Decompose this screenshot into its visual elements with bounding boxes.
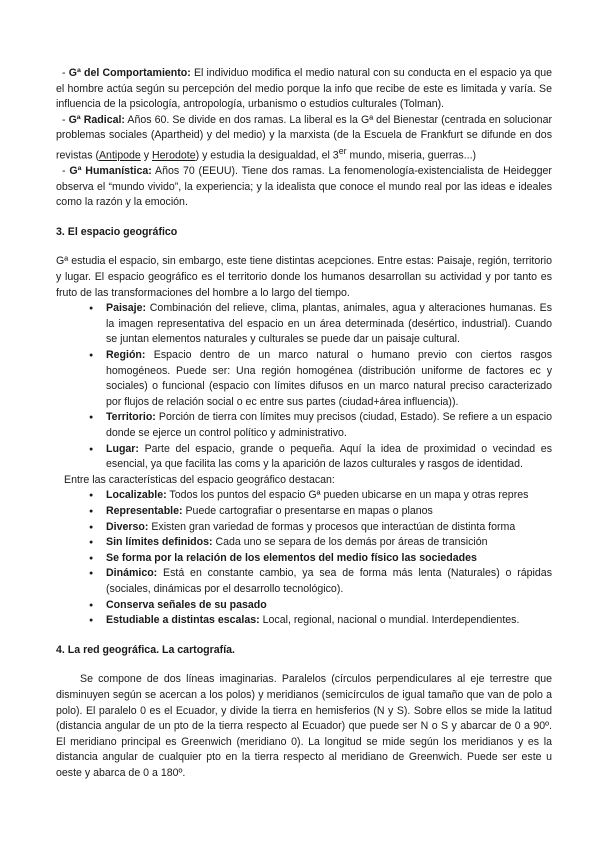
section-3-heading: 3. El espacio geográfico (56, 225, 178, 238)
section-3-intro: Gª estudia el espacio, sin embargo, este tiene distintas acepciones. Entre estas: Paisaje, región, territorio y lugar. El espacio geográfico es el territorio donde los humanos desarrollan su actividad y por tanto es fruto de las transformaciones del hombre a lo largo del tiempo. (56, 255, 552, 299)
link-antipode[interactable]: Antipode (98, 149, 141, 162)
definitions-list (56, 301, 552, 473)
definition-paisaje: ● Paisaje: Combinación del relieve, clima, plantas, animales, agua y alteraciones humanas. Es la imagen representativa del espacio en un área determinada (desértico, industrial). Cuando se juntan elementos naturales y culturales se puede dar un paisaje cultural. (106, 301, 552, 348)
characteristics-intro: Entre las características del espacio geográfico destacan: (64, 473, 335, 486)
char-escalas: ● Estudiable a distintas escalas: Local, regional, nacional o mundial. Interdependientes. (106, 613, 552, 629)
school-humanistic: - Gª Humanística: Años 70 (EEUU). Tiene dos ramas. La fenomenología-existencialista de Heidegger observa el “mundo vivido”, la experiencia; y la idealista que conoce el mundo real por las ideas e ideales como la razón y la emoción. (56, 165, 552, 209)
school-radical: - Gª Radical: Años 60. Se divide en dos ramas. La liberal es la Gª del Bienestar (centrada en solucionar problemas sociales (Apartheid) y del medio) y la marxista (de la Escuela de Frankfurt se difunde en dos revistas (Antipode y Herodote) y estudia la desigualdad, el 3er mundo, miseria, guerras...) (56, 113, 552, 162)
school-radical-title: Gª Radical: (68, 113, 125, 126)
char-representable: ● Representable: Puede cartografiar o presentarse en mapas o planos (106, 504, 552, 520)
definition-territorio: ● Territorio: Porción de tierra con límites muy precisos (ciudad, Estado). Se refiere a un espacio donde se ejerce un control político y administrativo. (106, 410, 552, 441)
char-dinamico: ● Dinámico: Está en constante cambio, ya sea de forma más lenta (Naturales) o rápidas (sociales, dinámicas por el desarrollo tecnológico). (106, 566, 552, 597)
school-humanistic-title: Gª Humanística: (69, 165, 152, 178)
section-4-text: Se compone de dos líneas imaginarias. Paralelos (círculos perpendiculares al eje terrestre que disminuyen según se acercan a los polos) y meridianos (semicírculos de igual tamaño que van de polo a polo). El paralelo 0 es el Ecuador, y divide la tierra en hemisferios (N y S). Sobre ellos se mide la latitud (distancia angular de un pto de la tierra respecto al Ecuador) que puede ser N o S y abarcar de 0 a 90º. El meridiano principal es Greenwich (meridiano 0). La longitud se mide según los meridianos y es la distancia angular de cualquier pto en la tierra respecto al meridiano de Greenwich. Puede ser este u oeste y abarca de 0 a 180º. (56, 673, 552, 779)
char-diverso: ● Diverso: Existen gran variedad de formas y procesos que interactúan de distinta forma (106, 520, 552, 536)
document-page (56, 66, 552, 781)
link-herodote[interactable]: Herodote (152, 149, 196, 162)
char-conserva: ● Conserva señales de su pasado (106, 598, 552, 614)
char-localizable: ● Localizable: Todos los puntos del espacio Gª pueden ubicarse en un mapa y otras repres (106, 488, 552, 504)
definition-region: ● Región: Espacio dentro de un marco natural o humano previo con ciertos rasgos homogéneos. Puede ser: Una región homogénea (distribución uniforme de factores ec y sociales) o funcional (espacio con límites difusos en un marco natural preciso caracterizado por flujos de relación social o ec entre sus partes (ciudad+área influencia)). (106, 348, 552, 410)
char-sin-limites: ● Sin límites definidos: Cada uno se separa de los demás por áreas de transición (106, 535, 552, 551)
school-behavioral: - Gª del Comportamiento: El individuo modifica el medio natural con su conducta en el espacio ya que el hombre actúa según su percepción del medio porque la info que recibe de este es limitada y varía. Se influencia de la psicología, antropología, urbanismo o estudios culturales (Tolman). (56, 67, 552, 111)
section-4-heading: 4. La red geográfica. La cartografía. (56, 643, 235, 656)
school-behavioral-title: Gª del Comportamiento: (68, 67, 191, 79)
char-relacion: ● Se forma por la relación de los elementos del medio físico las sociedades (106, 551, 552, 567)
characteristics-list (56, 488, 552, 628)
definition-lugar: ● Lugar: Parte del espacio, grande o pequeña. Aquí la idea de proximidad o vecindad es esencial, ya que facilita las coms y la aparición de lazos culturales y rasgos de identidad. (106, 442, 552, 473)
